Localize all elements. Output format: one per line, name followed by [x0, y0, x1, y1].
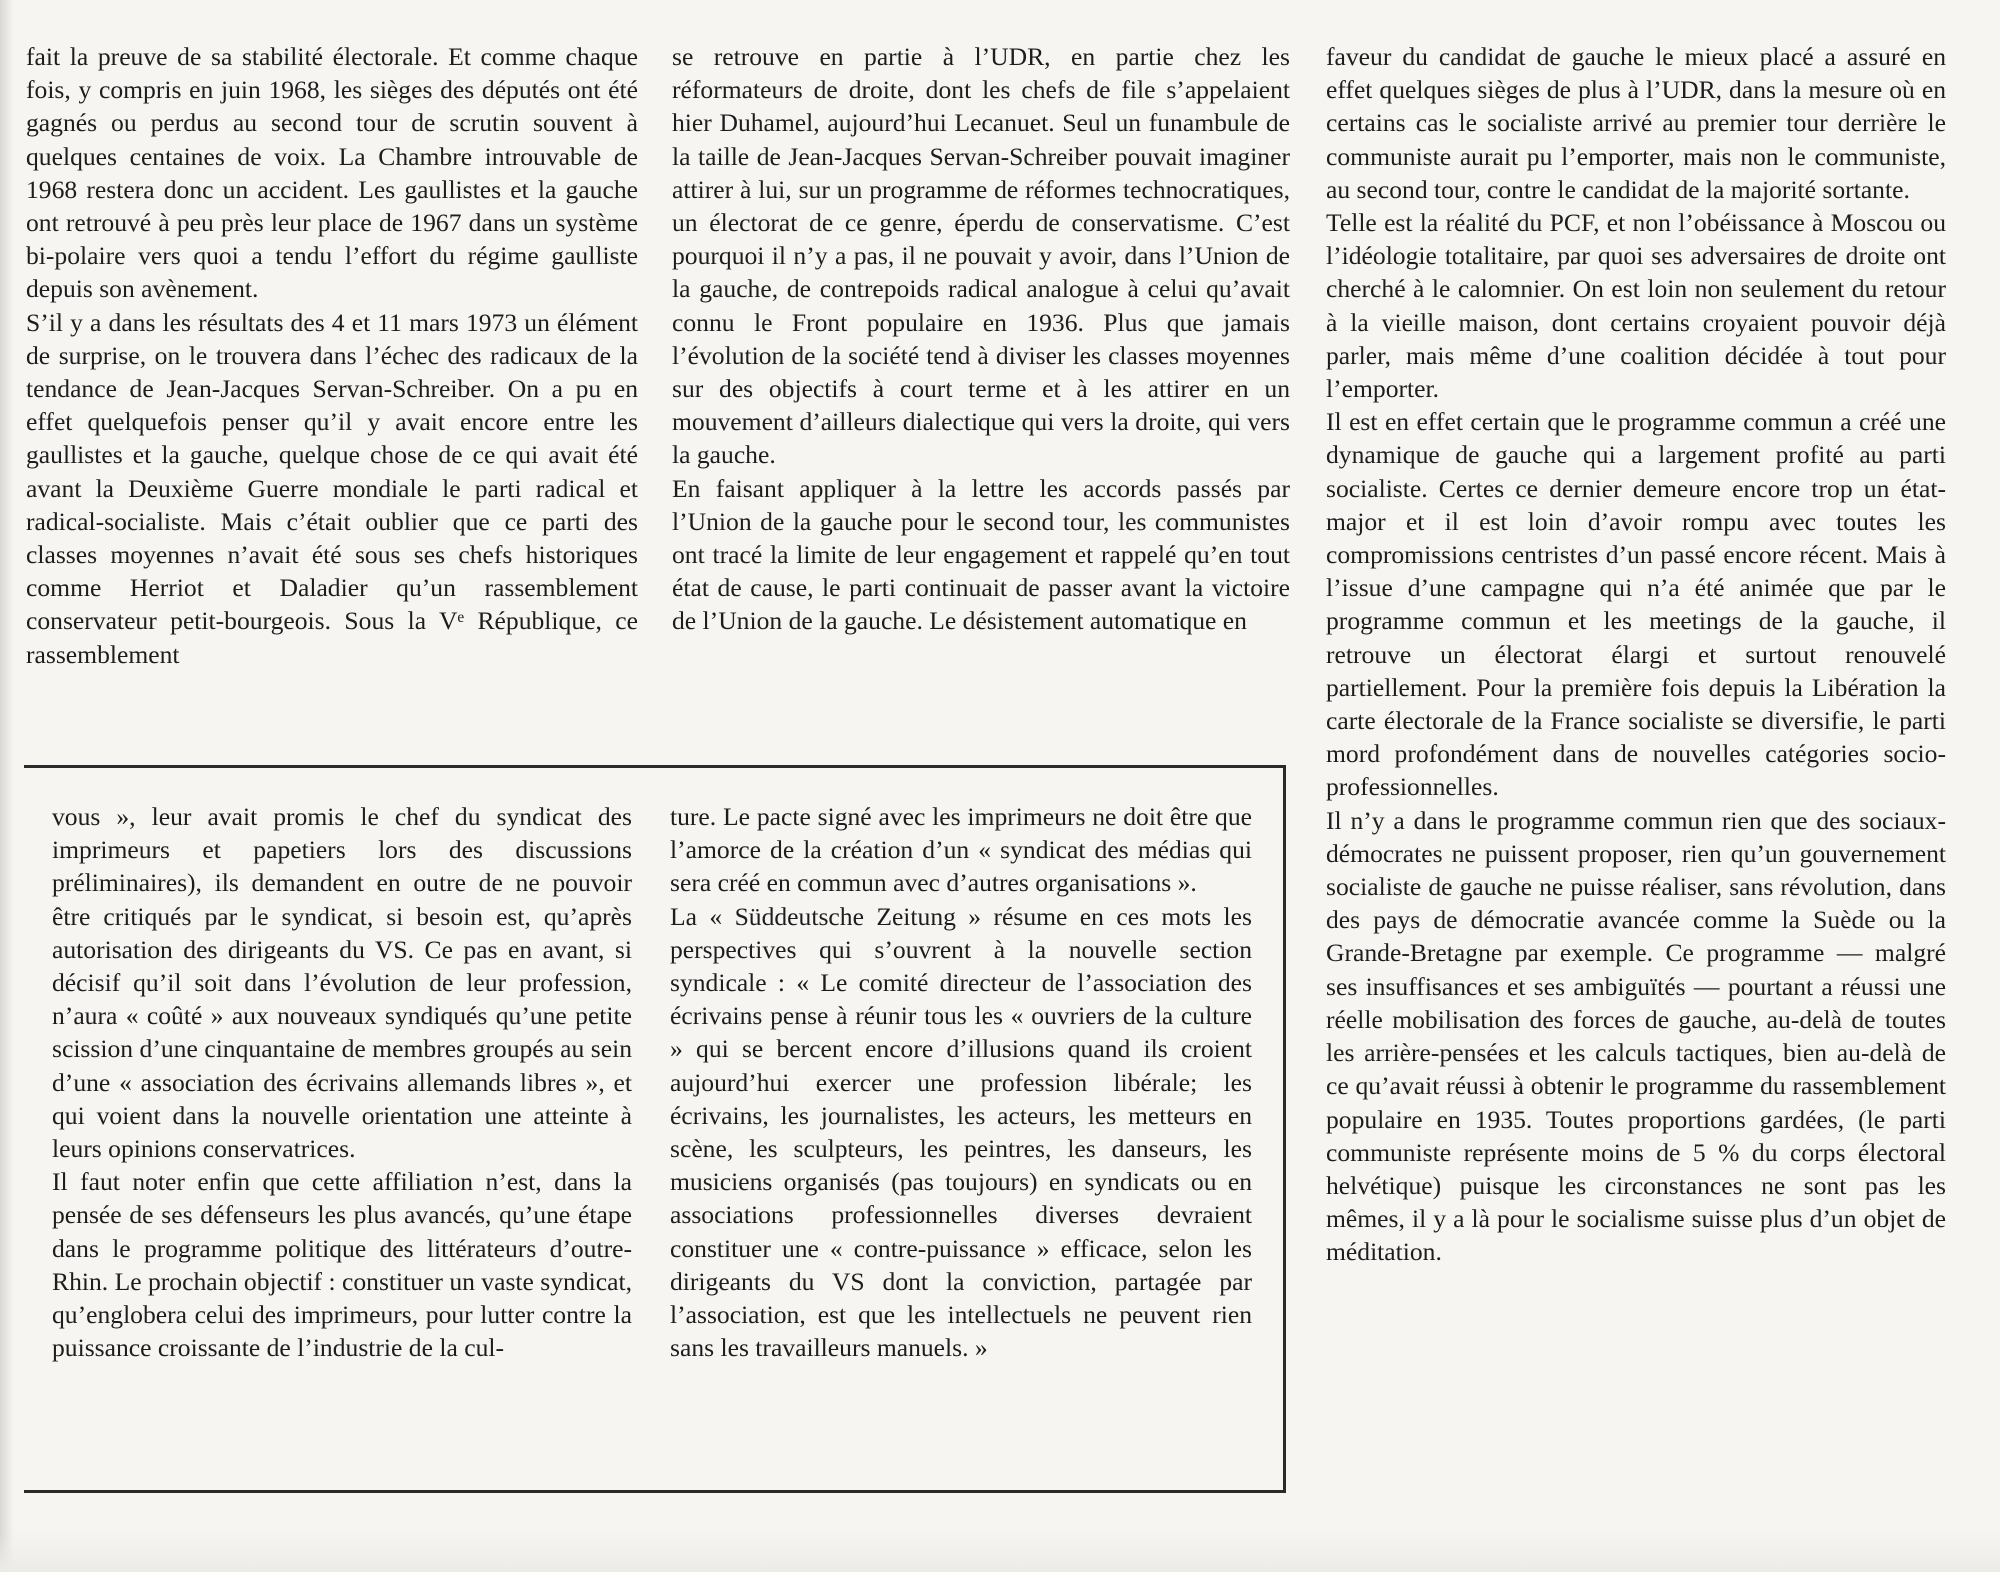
- paragraph: vous », leur avait promis le chef du syndicat des imprimeurs et papetiers lors des discussions préliminaires), ils demandent en outre de ne pouvoir être critiqués par le syndicat, si besoin est, qu’après autorisation des dirigeants du VS. Ce pas en avant, si décisif qu’il soit dans l’évolution de leur profession, n’aura « coûté » aux nouveaux syndiqués qu’une petite scission d’une cinquantaine de membres groupés au sein d’une « association des écrivains allemands libres », et qui voient dans la nouvelle orientation une atteinte à leurs opinions conservatrices.: [52, 802, 632, 1164]
- page-bottom-shadow: [0, 1532, 2000, 1572]
- paragraph: La « Süddeutsche Zeitung » résume en ces mots les perspectives qui s’ouvrent à la nouvelle section syndicale : « Le comité directeur de l’association des écrivains pense à réunir tous les « ouvriers de la culture » qui se bercent encore d’illusions quand ils croient aujourd’hui exercer une profession libérale; les écrivains, les journalistes, les acteurs, les metteurs en scène, les sculpteurs, les peintres, les danseurs, les musiciens organisés (pas toujours) en syndicats ou en associations professionnelles diverses devraient constituer une « contre-puissance » efficace, selon les dirigeants du VS dont la conviction, partagée par l’association, est que les intellectuels ne peuvent rien sans les travailleurs manuels. »: [670, 901, 1252, 1363]
- paragraph: fait la preuve de sa stabilité électorale. Et comme chaque fois, y compris en juin 1968, les sièges des députés ont été gagnés ou perdus au second tour de scrutin souvent à quelques centaines de voix. La Chambre introuvable de 1968 restera donc un accident. Les gaullistes et la gauche ont retrouvé à peu près leur place de 1967 dans un système bi-polaire vers quoi a tendu l’effort du régime gaulliste depuis son avènement.: [26, 42, 638, 304]
- paragraph: Telle est la réalité du PCF, et non l’obéissance à Moscou ou l’idéologie totalitaire, par quoi ses adversaires de droite ont cherché à le calomnier. On est loin non seulement du retour à la vieille maison, dont certains croyaient pouvoir déjà parler, mais même d’une coalition décidée à tout pour l’emporter.: [1326, 208, 1946, 404]
- paragraph: Il n’y a dans le programme commun rien que des sociaux-démocrates ne puissent proposer, rien qu’un gouvernement socialiste de gauche ne puisse réaliser, sans révolution, dans des pays de démocratie avancée comme la Suède ou la Grande-Bretagne par exemple. Ce programme — malgré ses insuffisances et ses ambiguïtés — pourtant a réussi une réelle mobilisation des forces de gauche, au-delà de toutes les arrière-pensées et les calculs tactiques, bien au-delà de ce qu’avait réussi à obtenir le programme du rassemblement populaire en 1935. Toutes proportions gardées, (le parti communiste représente moins de 5 % du corps électoral helvétique) puisque les circonstances ne sont pas les mêmes, il y a là pour le socialisme suisse plus d’un objet de méditation.: [1326, 805, 1946, 1267]
- paragraph: En faisant appliquer à la lettre les accords passés par l’Union de la gauche pour le second tour, les communistes ont tracé la limite de leur engagement et rappelé qu’en tout état de cause, le parti continuait de passer avant la victoire de l’Union de la gauche. Le désistement automatique en: [672, 473, 1290, 636]
- article-column-right: [1326, 40, 1946, 1269]
- inset-column-left: [52, 800, 632, 1364]
- article-column-middle: [672, 40, 1290, 638]
- paragraph: faveur du candidat de gauche le mieux placé a assuré en effet quelques sièges de plus à l’UDR, dans la mesure où en certains cas le socialiste arrivé au premier tour derrière le communiste aurait pu l’emporter, mais non le communiste, au second tour, contre le candidat de la majorité sortante.: [1326, 42, 1946, 204]
- paragraph: se retrouve en partie à l’UDR, en partie chez les réformateurs de droite, dont les chefs de file s’appelaient hier Duhamel, aujourd’hui Lecanuet. Seul un funambule de la taille de Jean-Jacques Servan-Schreiber pouvait imaginer attirer à lui, sur un programme de réformes technocratiques, un électorat de ce genre, éperdu de conservatisme. C’est pourquoi il n’y a pas, il ne pouvait y avoir, dans l’Union de la gauche, de contrepoids radical analogue à celui qu’avait connu le Front populaire en 1936. Plus que jamais l’évolution de la société tend à diviser les classes moyennes sur des objectifs à court terme et à les attirer en un mouvement d’ailleurs dialectique qui vers la droite, qui vers la gauche.: [672, 42, 1290, 470]
- paragraph: ture. Le pacte signé avec les imprimeurs ne doit être que l’amorce de la création d’un « syndicat des médias qui sera créé en commun avec d’autres organisations ».: [670, 802, 1252, 898]
- page-edge-shadow: [0, 0, 14, 1572]
- paragraph: Il faut noter enfin que cette affiliation n’est, dans la pensée de ses défenseurs les plus avancés, qu’une étape dans le programme politique des littérateurs d’outre-Rhin. Le prochain objectif : constituer un vaste syndicat, qu’englobera celui des imprimeurs, pour lutter contre la puissance croissante de l’industrie de la cul-: [52, 1167, 632, 1363]
- paragraph: Il est en effet certain que le programme commun a créé une dynamique de gauche qui a largement profité au parti socialiste. Certes ce dernier demeure encore trop un état-major et il est loin d’avoir rompu avec toutes les compromissions centristes d’un passé encore récent. Mais à l’issue d’une campagne qui n’a été animée que par le programme commun et les meetings de la gauche, il retrouve un électorat élargi et surtout renouvelé partiellement. Pour la première fois depuis la Libération la carte électorale de la France socialiste se diversifie, le parti mord profondément dans de nouvelles catégories socio-professionnelles.: [1326, 407, 1946, 802]
- inset-column-right: [670, 800, 1252, 1364]
- paragraph: S’il y a dans les résultats des 4 et 11 mars 1973 un élément de surprise, on le trouvera dans l’échec des radicaux de la tendance de Jean-Jacques Servan-Schreiber. On a pu en effet quelquefois penser qu’il y avait encore entre les gaullistes et la gauche, quelque chose de ce qui avait été avant la Deuxième Guerre mondiale le parti radical et radical-socialiste. Mais c’était oublier que ce parti des classes moyennes n’avait été sous ses chefs historiques comme Herriot et Daladier qu’un rassemblement conservateur petit-bourgeois. Sous la Vᵉ République, ce rassemblement: [26, 307, 638, 669]
- article-column-left: [26, 40, 638, 671]
